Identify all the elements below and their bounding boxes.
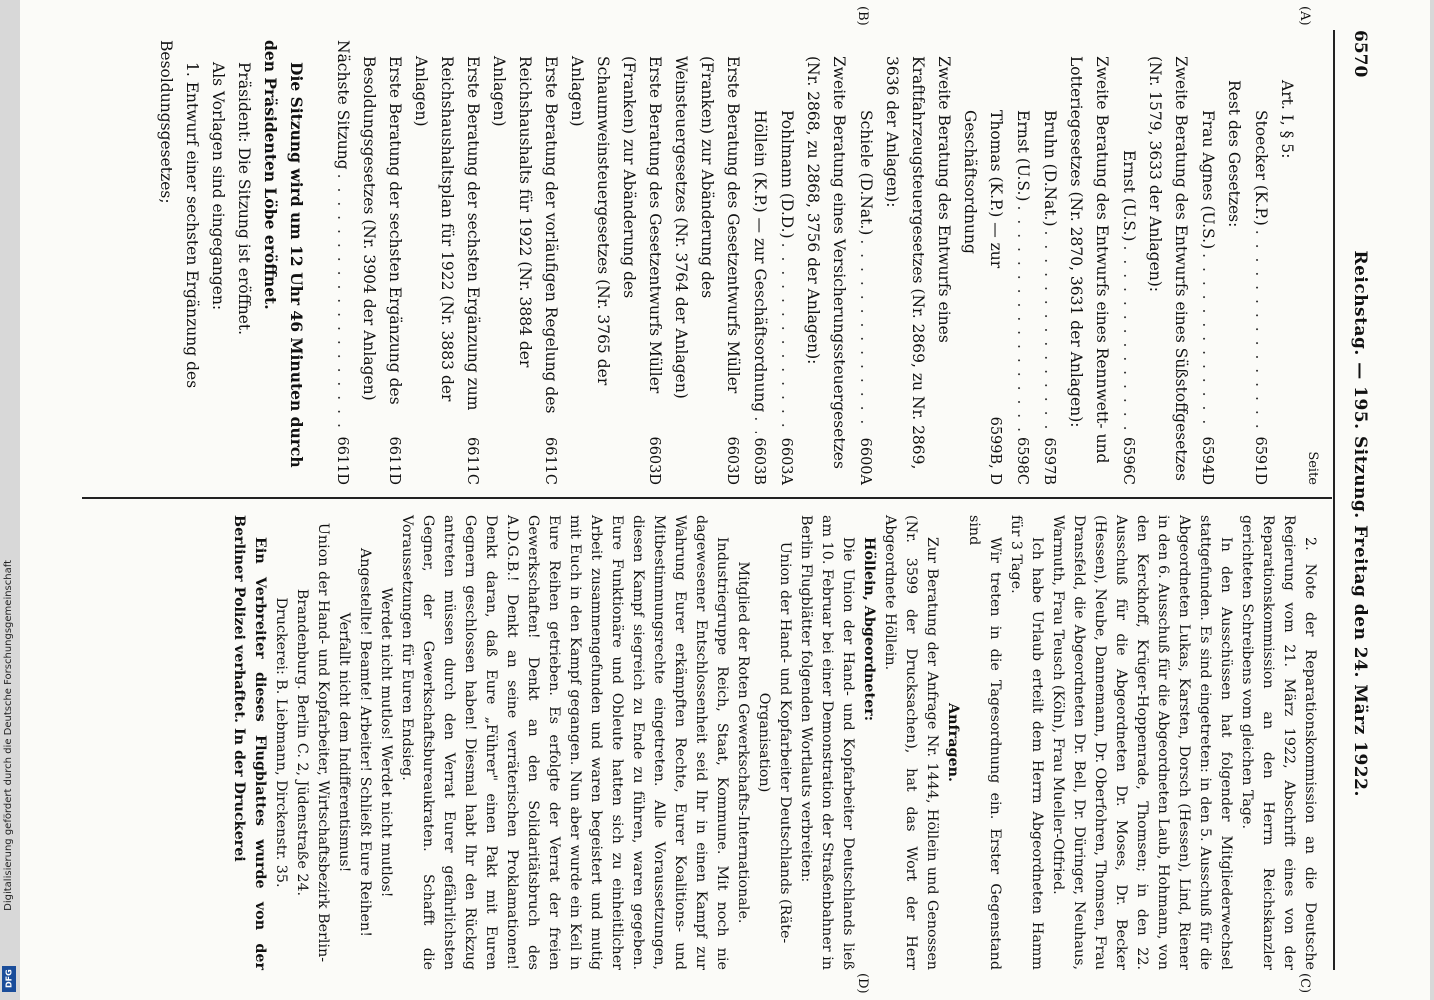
toc-entry: Frau Agnes (U.S.) . . . 6594D [1194,40,1221,485]
union-signature: Union der Hand- und Kopfarbeiter, Wirtschaftsbezirk Berlin-Brandenburg. Berlin C. 2, Jüdenstraße 24. [294,522,331,963]
ausschuss-paragraph: In den Ausschüssen hat folgender Mitgliederwechsel stattgefunden. Es sind eingetreten: in den 5. Ausschuß für die Abgeordneten Lukas, Karsten, Dorsch (Hessen), Lind, Riener in den 6. Ausschuß für die Abgeordneten Laub, Hohmann, von den Kerckhoff, Krüger-Hoppenrade, Thomsen; in den 22. Ausschuß für die Abgeordneten Dr. Moses, Dr. Becker (Hessen), Neube, Dannemann, Dr. Oberfohren, Thomsen, Frau Dransfeld, die Abgeordneten Dr. Bell, Dr. Düringer, Neuhaus, Warmuth, Frau Teusch (Köln), Frau Mueller-Otfried. [1050,515,1234,971]
flugblatt-text: Industriegruppe Reich, Staat, Kommune. Mit noch nie dagewesener Entschlossenheit seid Ihr in einen Kampf zur Wahrung Eurer erkämpften Rechte, Eurer Koalitions- und Mitbestimmungsrechte eingetreten. Alle Voraussetzungen, diesen Kampf siegreich zu Ende zu führen, waren gegeben. Eure Funktionäre und Obleute hatten sich zu einheitlicher Arbeit zusammengefunden und waren begeistert und mutig mit Euch in den Kampf gegangen. Nun aber wurde ein Keil in Eure Reihen getrieben. Es erfolgte der Verrat der freien Gewerkschaften! Denkt an den Solidaritätsbruch des A.D.G.B.! Denkt an seine verräterischen Proklamationen! Denkt daran, daß Eure „Führer" einen Pakt mit Euren Gegnern geschlossen haben! Diesmal habt Ihr den Rückzug antreten müssen durch den Verrat Eurer gefährlichsten Gegner, der Gewerkschaftsbureaukraten. Schafft die Voraussetzungen für Euren Endsieg. [399,515,730,970]
column-divider [82,497,1332,499]
toc-entry: Höllein (K.P.) — zur Geschäftsordnung . . . 6603B [746,40,773,485]
flugblatt-heading: Union der Hand- und Kopfarbeiter Deutschlands (Räte-Organisation) [756,541,793,944]
page-header [1340,30,1370,970]
toc-entry: Nächste Sitzung . . . 6611D [329,40,356,485]
opening-paragraph: Die Sitzung wird um 12 Uhr 46 Minuten durch den Präsidenten Löbe eröffnet. [261,40,306,468]
right-column [228,515,1320,970]
verfall-line: Verfallt nicht dem Indifferentismus! [336,612,352,873]
dfg-logo: DFG [2,966,16,992]
header-rule [1333,30,1335,970]
toc-entry: Zweite Beratung des Entwurfs eines Kraftfahrzeugsteuergesetzes (Nr. 2869, zu Nr. 2869, 3636 der Anlagen): [883,56,953,470]
toc-entry: Rest des Gesetzes: [1225,80,1243,228]
toc-entry: Zweite Beratung des Entwurfs eines Rennwett- und Lotteriegesetzes (Nr. 2870, 3631 der Anlagen): [1067,56,1111,464]
flugblatt-org: Mitglied der Roten Gewerkschafts-Internationale. [735,561,751,924]
speaker-hoellein: Höllein, Abgeordneter: [861,537,877,722]
tagesordnung-paragraph: Wir treten in die Tagesordnung ein. Erster Gegenstand sind [966,515,1003,970]
margin-letter-d: (D) [855,973,870,994]
left-column [153,40,1320,485]
toc-entry: Thomas (K.P.) — zur Geschäftsordnung 6599B, D [961,110,1005,485]
toc-entry: Erste Beratung des Gesetzentwurfs Müller (Franken) zur Abänderung des Weinsteuergesetzes (Nr. 3764 der Anlagen) 6603D [672,56,742,485]
toc-entry: Schiele (D.Nat.) . . . 6600A [852,40,879,485]
toc-entry: Stoecker (K.P.) . . . 6591D [1247,40,1274,485]
hoellein-text: Die Union der Hand- und Kopfarbeiter Deutschlands ließ am 10. Februar bei einer Demonstration der Straßenbahner in Berlin Flugblätter folgenden Wortlauts verbreiten: [798,515,856,970]
document-page [20,0,1430,1000]
toc-entry: Erste Beratung der sechsten Ergänzung des Besoldungsgesetzes (Nr. 3904 der Anlagen) 6611D [360,56,404,485]
rotated-page-content [20,0,1430,1000]
urlaub-paragraph: Ich habe Urlaub erteilt dem Herrn Abgeordneten Hamm für 3 Tage. [1008,515,1045,970]
item-2: 2. Note der Reparationskommission an die Deutsche Regierung vom 21. März 1922, Abschrift eines von der Reparationskommission an den Herrn Reichskanzler gerichteten Schreibens vom gleichen Tage. [1239,515,1318,970]
toc-entry: Erste Beratung der vorläufigen Regelung des Reichshaushalts für 1922 (Nr. 3884 der Anlagen) 6611C [490,56,560,485]
vorlagen-line: Als Vorlagen sind eingegangen: [209,62,227,311]
druckerei-line: Druckerei: B. Liebmann, Dirckenstr. 35. [273,597,289,888]
president-line: Präsident: Die Sitzung ist eröffnet. [235,62,253,336]
header-title: Reichstag. — 195. Sitzung. Freitag den 24. März 1922. [1350,250,1370,797]
slogan-line: Werdet nicht mutlos! Werdet nicht mutlos! [378,587,394,898]
seite-label: Seite [1305,451,1320,485]
anfragen-heading: Anfragen. [945,703,961,782]
toc-entry: Bruhn (D.Nat.) . . . 6597B [1036,40,1063,485]
toc-entry: Ernst (U.S.) . . . 6598C [1009,40,1036,485]
slogan-line: Angestellte! Beamte! Arbeiter! Schließt Eure Reihen! [357,548,373,937]
margin-letter-c: (C) [1297,973,1312,994]
page-number: 6570 [1350,30,1370,78]
toc-entry: Zweite Beratung des Entwurfs eines Süßstoffgesetzes (Nr. 1579, 3633 der Anlagen): [1146,56,1190,481]
margin-letter-a: (A) [1297,6,1312,26]
final-paragraph: Ein Verbreiter dieses Flugblattes wurde von der Berliner Polizei verhaftet. In der Druckerei [231,515,268,970]
toc-entry: Erste Beratung der sechsten Ergänzung zum Reichshaushaltsplan für 1922 (Nr. 3883 der Anlagen) 6611C [412,56,482,485]
toc-entry: Erste Beratung des Gesetzentwurfs Müller (Franken) zur Abänderung des Schaumweinsteuergesetzes (Nr. 3765 der Anlagen) 6603D [568,56,664,485]
margin-letter-b: (B) [855,6,870,26]
item-1: 1. Entwurf einer sechsten Ergänzung des Besoldungsgesetzes; [157,40,201,389]
toc-entry: Ernst (U.S.) . . . 6596C [1115,40,1142,485]
toc-entry: Zweite Beratung eines Versicherungssteuergesetzes (Nr. 2868, zu 2868, 3756 der Anlagen): [804,56,848,469]
toc-entry: Art. I, § 5: [1278,80,1296,159]
anfrage-intro: Zur Beratung der Anfrage Nr. 1444, Höllein und Genossen (Nr. 3599 der Drucksachen), hat das Wort der Herr Abgeordnete Höllein. [882,515,940,970]
toc-entry: Pohlmann (D.D.) . . . 6603A [773,40,800,485]
funding-footnote: Digitalisierung gefördert durch die Deutsche Forschungsgemeinschaft [3,560,14,911]
